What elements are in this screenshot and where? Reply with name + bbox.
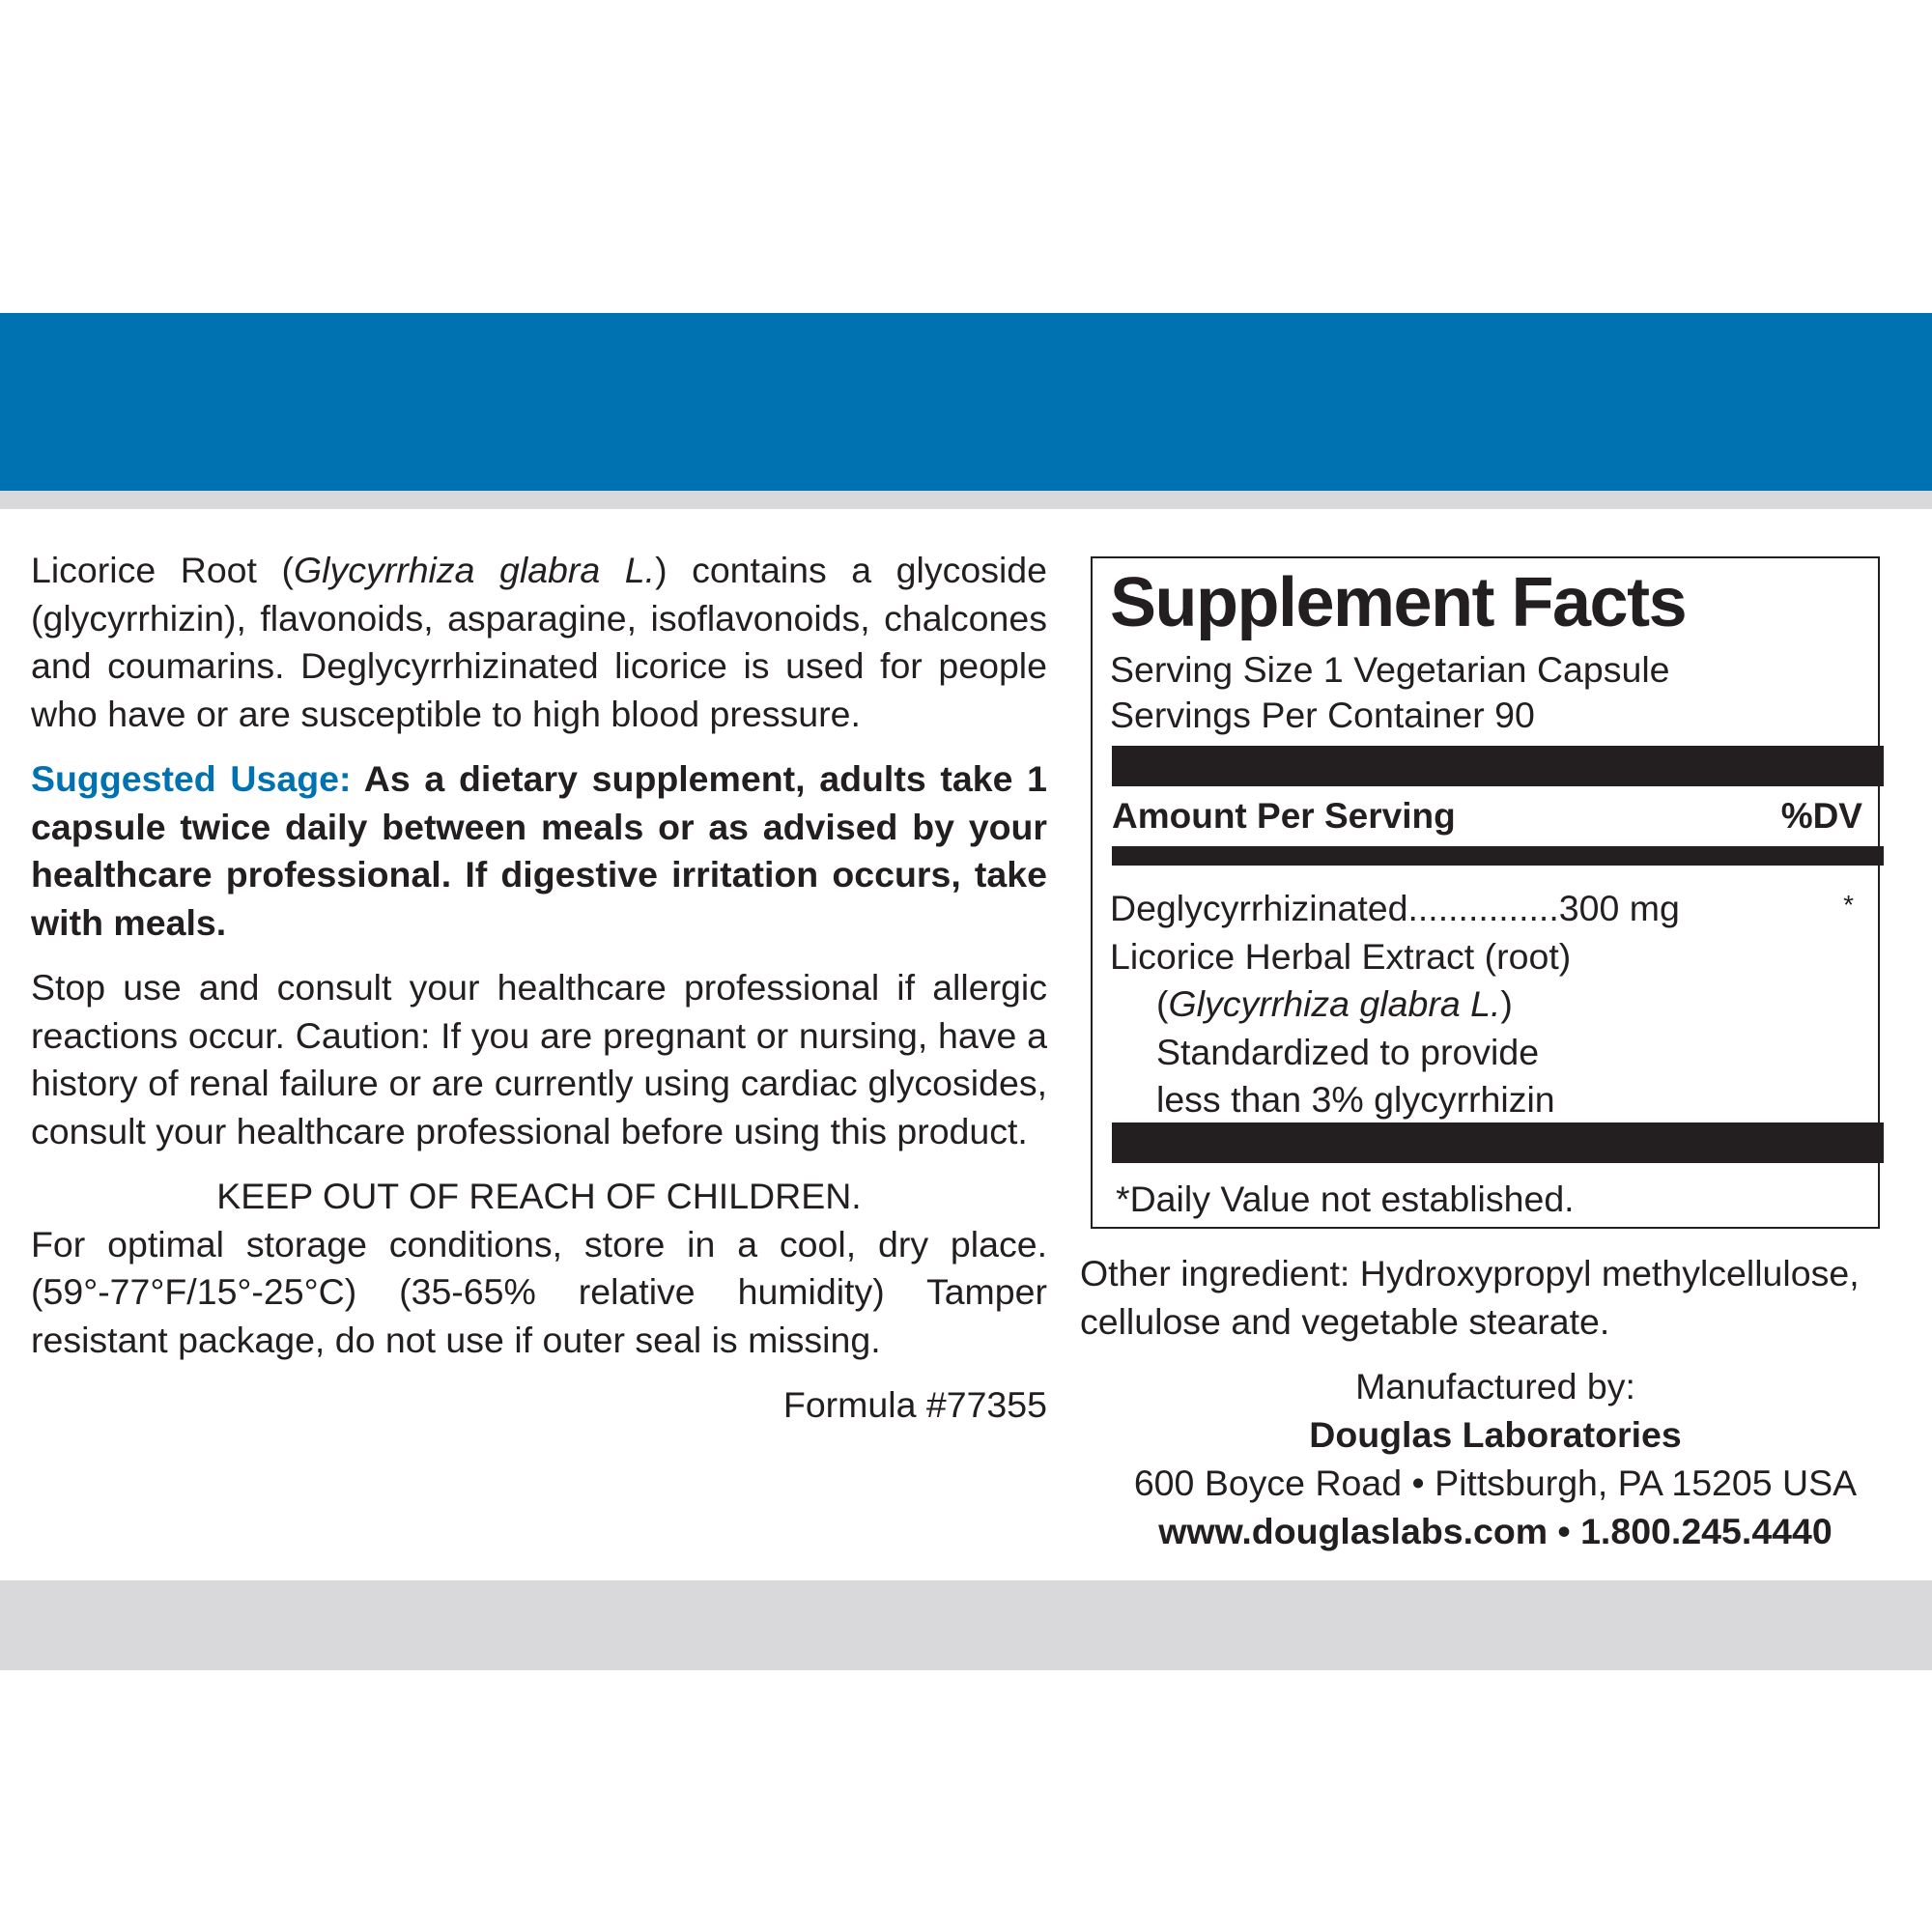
leader-dots: ...............	[1407, 888, 1559, 928]
suggested-usage-text: As a dietary supplement, adults take 1 capsule twice daily between meals or as advised by your healthcare professional. If digestive irritation occurs, take with meals.	[31, 758, 1048, 943]
ingredient-line-5: less than 3% glycyrrhizin	[1156, 1079, 1555, 1120]
servings-per-container: Servings Per Container 90	[1110, 695, 1535, 735]
keep-out-notice: KEEP OUT OF REACH OF CHILDREN.	[216, 1176, 862, 1216]
header-band	[0, 313, 1932, 491]
ingredient-latin-line: (Glycyrrhiza glabra L.)	[1156, 983, 1513, 1024]
serving-size: Serving Size 1 Vegetarian Capsule	[1110, 649, 1670, 690]
ingredient-line-2: Licorice Herbal Extract (root)	[1110, 935, 1572, 977]
facts-rule-bottom	[1112, 1122, 1884, 1163]
ingredient-name: Deglycyrrhizinated	[1110, 888, 1408, 928]
manufacturer-name: Douglas Laboratories	[1309, 1414, 1682, 1455]
manufacturer-address: 600 Boyce Road • Pittsburgh, PA 15205 USA	[1133, 1463, 1858, 1503]
formula-number: Formula #77355	[782, 1384, 1047, 1425]
manufacturer-contact: www.douglaslabs.com • 1.800.245.4440	[1158, 1511, 1833, 1551]
ingredient-row	[1110, 885, 1863, 1124]
suggested-usage	[31, 755, 1047, 947]
manufactured-by-label: Manufactured by:	[1355, 1366, 1635, 1406]
facts-title: Supplement Facts	[1110, 564, 1687, 641]
ingredient-dv: *	[1843, 890, 1854, 920]
product-description: Licorice Root (Glycyrrhiza glabra L.) contains a glycoside (glycyrrhizin), flavonoids, asparagine, isoflavonoids, chalcones and coumarins. Deglycyrrhizinated licorice is used for people who have or are susceptible to high blood pressure.	[31, 550, 1047, 734]
footer-band	[0, 1580, 1932, 1670]
manufacturer-block	[1080, 1362, 1911, 1555]
serving-info	[1110, 647, 1670, 738]
header-divider	[0, 491, 1932, 509]
label-text-column	[31, 547, 1047, 1430]
amount-per-serving-label: Amount Per Serving	[1112, 796, 1456, 836]
warning-text: Stop use and consult your healthcare professional if allergic reactions occur. Caution: If you are pregnant or nursing, have a history of renal failure or are currently using cardiac glycosides, consult your healthcare professional before using this product.	[31, 967, 1047, 1151]
ingredient-amount: 300 mg	[1558, 888, 1680, 928]
facts-rule-medium	[1112, 846, 1884, 866]
supplement-facts-panel	[1091, 556, 1880, 1229]
other-ingredients: Other ingredient: Hydroxypropyl methylcellulose, cellulose and vegetable stearate.	[1080, 1253, 1860, 1342]
suggested-usage-label: Suggested Usage:	[31, 758, 352, 799]
facts-footnote: *Daily Value not established.	[1116, 1179, 1575, 1219]
storage-text: For optimal storage conditions, store in a cool, dry place. (59°-77°F/15°-25°C) (35-65% relative humidity) Tamper resistant package, do not use if outer seal is missing.	[31, 1223, 1047, 1360]
facts-rule-thick	[1112, 746, 1884, 786]
ingredient-line-4: Standardized to provide	[1156, 1031, 1540, 1072]
dv-header: %DV	[1780, 796, 1862, 836]
latin-name: Glycyrrhiza glabra L.	[293, 550, 656, 590]
amount-header-row	[1112, 793, 1862, 839]
ingredient-latin-name: Glycyrrhiza glabra L.	[1168, 983, 1501, 1024]
